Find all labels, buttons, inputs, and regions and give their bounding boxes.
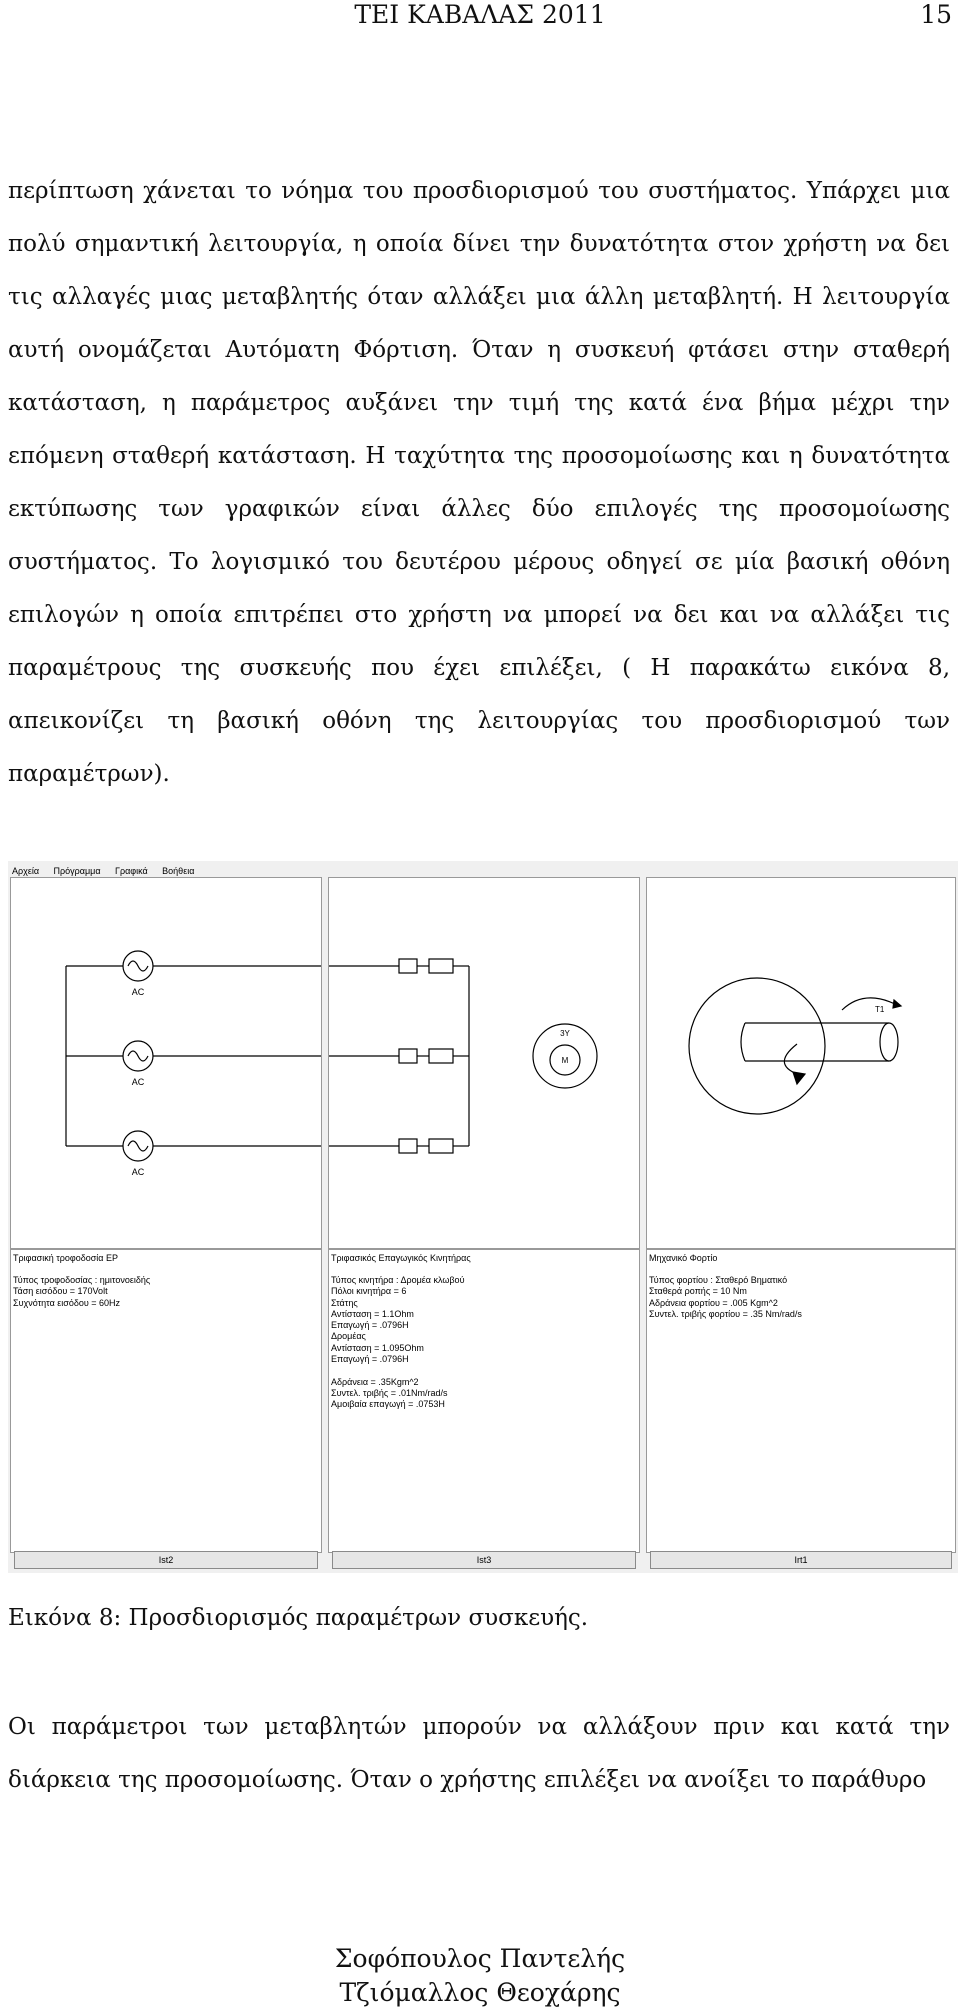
info-line: Αντίσταση = 1.095Ohm	[331, 1342, 424, 1353]
body-paragraph-2: Οι παράμετροι των μεταβλητών μπορούν να αλλάξουν πριν και κατά την διάρκεια της προσομοίωσης. Όταν ο χρήστης επιλέξει να ανοίξει το παράθυρο	[8, 1714, 950, 1793]
info-line: Δρομέας	[331, 1331, 366, 1342]
figure-screenshot	[8, 861, 958, 1573]
ac-label-2: AC	[131, 1077, 145, 1087]
info-line-blank	[331, 1365, 465, 1376]
load-schematic	[647, 878, 955, 1246]
winding-box-6-icon	[429, 1139, 453, 1153]
winding-box-2-icon	[429, 959, 453, 973]
winding-box-3-icon	[399, 1049, 417, 1063]
motor-info-box	[328, 1249, 640, 1553]
page-number: 15	[920, 0, 952, 29]
irt1-button[interactable]: Irt1	[650, 1551, 952, 1569]
info-line: Στάτης	[331, 1297, 358, 1308]
footer-author-2: Τζιόμαλλος Θεοχάρης	[339, 1978, 621, 2007]
body-paragraph-1: περίπτωση χάνεται το νόημα του προσδιορισμού του συστήματος. Υπάρχει μια πολύ σημαντική λειτουργία, η οποία δίνει την δυνατότητα στον χρήστη να δει τις αλλαγές μιας μεταβλητής όταν αλλάξει μια άλλη μεταβλητή. Η λειτουργία αυτή ονομάζεται Αυτόματη Φόρτιση. Όταν η συσκευή φτάσει στην σταθερή κατάσταση, η παράμετρος αυξάνει την τιμή της κατά ένα βήμα μέχρι την επόμενη σταθερή κατάσταση. Η ταχύτητα της προσομοίωσης και η δυνατότητα εκτύπωσης των γραφικών είναι άλλες δύο επιλογές της προσομοίωσης συστήματος. Το λογισμικό του δευτέρου μέρους οδηγεί σε μία βασική οθόνη επιλογών η οποία επιτρέπει στο χρήστη να μπορεί να δει και να αλλάξει τις παραμέτρους της συσκευής που έχει επιλέξει, ( Η παρακάτω εικόνα 8, απεικονίζει τη βασική οθόνη της λειτουργίας του προσδιορισμού των παραμέτρων).	[8, 178, 950, 787]
ist3-button[interactable]: Ist3	[332, 1551, 636, 1569]
motor-info-title: Τριφασικός Επαγωγικός Κινητήρας	[331, 1253, 471, 1263]
info-line: Σταθερά ροπής = 10 Nm	[649, 1286, 747, 1297]
supply-info-box	[10, 1249, 322, 1553]
info-line: Επαγωγή = .0796H	[331, 1320, 409, 1331]
info-line: Τύπος τροφοδοσίας : ημιτονοειδής	[13, 1275, 151, 1285]
motor-diagram[interactable]	[328, 877, 640, 1249]
winding-box-4-icon	[429, 1049, 453, 1063]
info-line: Επαγωγή = .0796H	[331, 1354, 409, 1365]
menu-item-graphics[interactable]: Γραφικά	[115, 866, 148, 876]
supply-info-title: Τριφασική τροφοδοσία ΕΡ	[13, 1253, 119, 1263]
load-info-box	[646, 1249, 956, 1553]
motor-label-m: M	[561, 1056, 569, 1065]
menu-item-program[interactable]: Πρόγραμμα	[53, 866, 101, 876]
info-line: Αντίσταση = 1.1Ohm	[331, 1308, 414, 1319]
info-line: Αδράνεια = .35Kgm^2	[331, 1376, 419, 1387]
info-line: Τύπος κινητήρα : Δρομέα κλωβού	[331, 1275, 465, 1285]
info-line: Συντελ. τριβής φορτίου = .35 Nm/rad/s	[649, 1308, 802, 1319]
supply-schematic	[11, 878, 321, 1246]
supply-diagram[interactable]	[10, 877, 322, 1249]
page-header	[0, 0, 960, 30]
winding-box-5-icon	[399, 1139, 417, 1153]
load-diagram[interactable]	[646, 877, 956, 1249]
panel-power-supply	[8, 877, 324, 1571]
motor-label-3y: 3Y	[560, 1029, 570, 1038]
info-line: Τάση εισόδου = 170Volt	[13, 1286, 108, 1297]
page-footer	[0, 1942, 960, 2010]
torque-arrow-icon	[784, 1044, 803, 1076]
footer-author-1: Σοφόπουλος Παντελής	[334, 1944, 626, 1973]
info-line: Συντελ. τριβής = .01Nm/rad/s	[331, 1387, 448, 1398]
info-line: Αδράνεια φορτίου = .005 Kgm^2	[649, 1297, 778, 1308]
info-line: Τύπος φορτίου : Σταθερό Βηματικό	[649, 1275, 788, 1285]
ac-label-3: AC	[131, 1167, 145, 1177]
torque-label-t1: T1	[875, 1005, 885, 1014]
flywheel-icon	[689, 978, 825, 1114]
header-title: ΤΕΙ ΚΑΒΑΛΑΣ 2011	[354, 0, 606, 29]
menu-item-help[interactable]: Βοήθεια	[162, 866, 195, 876]
menu-bar	[8, 861, 958, 875]
motor-schematic	[329, 878, 639, 1246]
load-info-title: Μηχανικό Φορτίο	[649, 1253, 718, 1263]
ac-label-1: AC	[131, 987, 145, 997]
figure-caption: Εικόνα 8: Προσδιορισμός παραμέτρων συσκευής.	[8, 1605, 589, 1631]
menu-item-files[interactable]: Αρχεία	[12, 866, 40, 876]
info-line: Αμοιβαία επαγωγή = .0753H	[331, 1399, 445, 1410]
ist2-button[interactable]: Ist2	[14, 1551, 318, 1569]
panel-mechanical-load	[644, 877, 958, 1571]
shaft-icon	[741, 1023, 889, 1061]
winding-box-1-icon	[399, 959, 417, 973]
info-line: Συχνότητα εισόδου = 60Hz	[13, 1297, 121, 1308]
info-line: Πόλοι κινητήρα = 6	[331, 1286, 407, 1297]
panel-induction-motor	[326, 877, 642, 1571]
